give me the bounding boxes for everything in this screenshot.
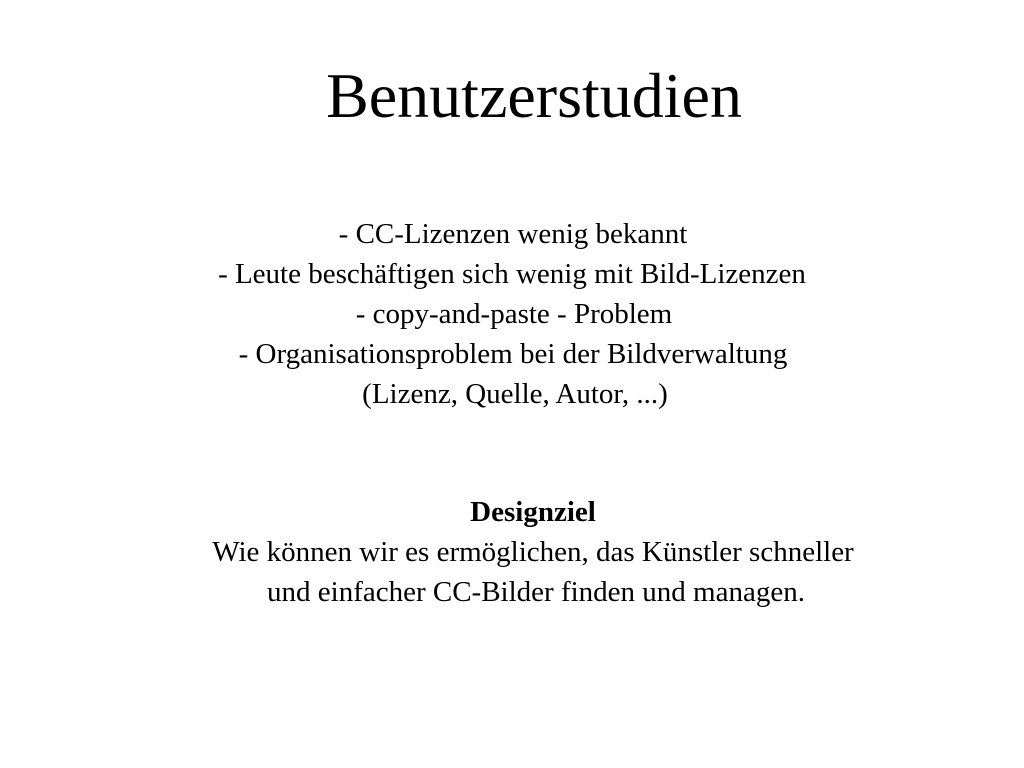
slide-title: Benutzerstudien xyxy=(326,60,742,131)
findings-list xyxy=(0,214,1024,414)
finding-item: (Lizenz, Quelle, Autor, ...) xyxy=(362,378,668,410)
design-goal-heading: Designziel xyxy=(470,496,596,528)
design-goal-section xyxy=(0,492,1024,612)
finding-item: - copy-and-paste - Problem xyxy=(355,298,673,330)
design-goal-line: und einfacher CC-Bilder finden und managen. xyxy=(267,576,805,608)
finding-item: - CC-Lizenzen wenig bekannt xyxy=(338,218,688,250)
finding-item: - Leute beschäftigen sich wenig mit Bild-Lizenzen xyxy=(218,258,806,290)
design-goal-line: Wie können wir es ermöglichen, das Künstler schneller xyxy=(212,536,854,568)
finding-item: - Organisationsproblem bei der Bildverwaltung xyxy=(238,338,788,370)
